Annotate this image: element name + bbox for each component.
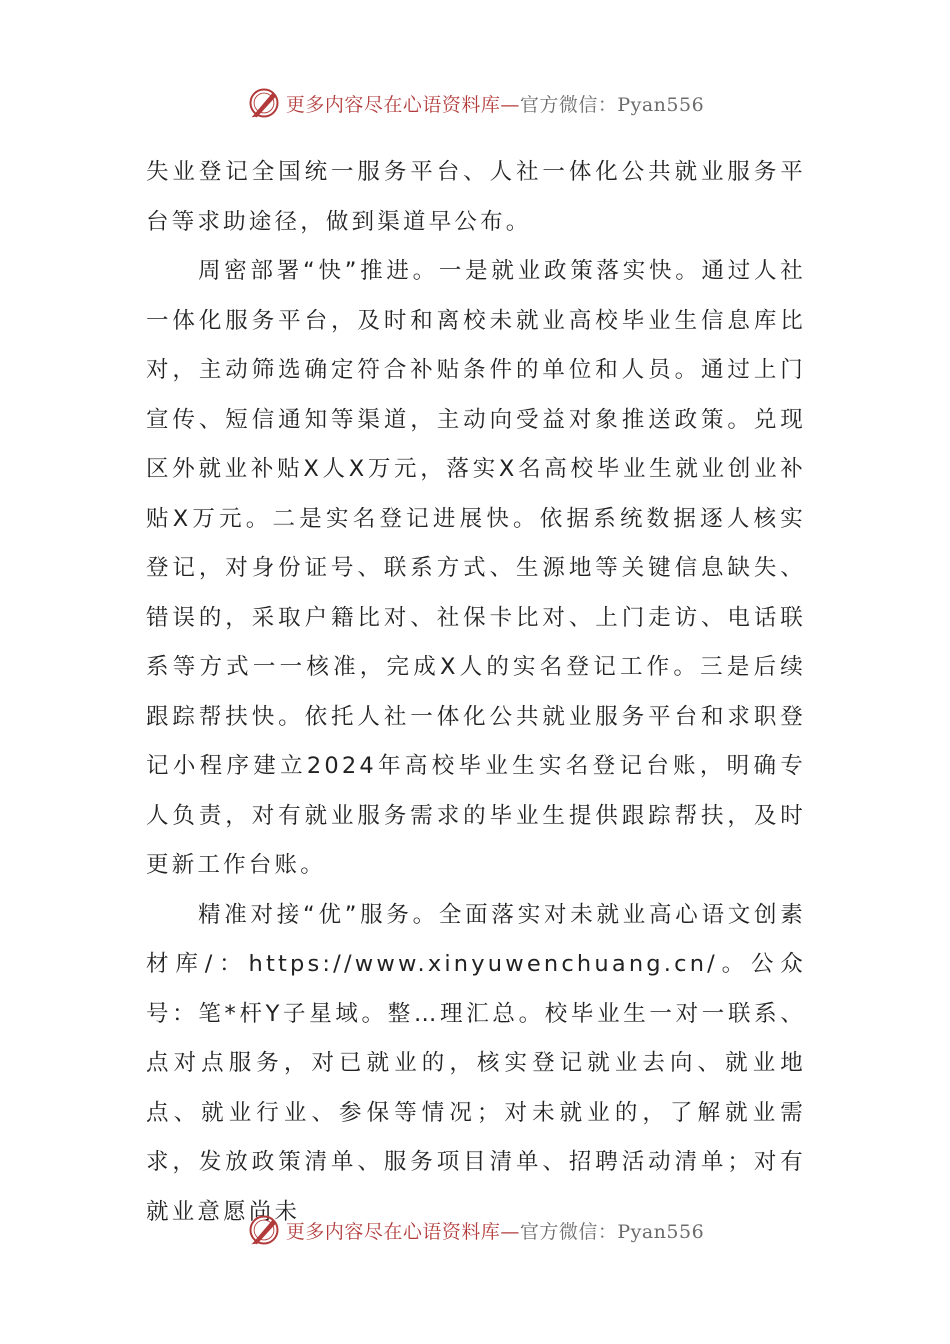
watermark-separator: — (500, 1220, 520, 1243)
paragraph-3: 精准对接“优”服务。全面落实对未就业高心语文创素材库/：https://www.xinyuwenchuang.cn/。公众号：笔*杆Y子星域。整…理汇总。校毕业生一对一联系、点对点服务，对已就业的，核实登记就业去向、就业地点、就业行业、参保等情况；对未就业的，了解就业需求，发放政策清单、服务项目清单、招聘活动清单；对有就业意愿尚未 (146, 901, 806, 1225)
watermark-brand: 更多内容尽在心语资料库 (285, 93, 501, 116)
footer-watermark (0, 1210, 950, 1250)
paragraph-1: 失业登记全国统一服务平台、人社一体化公共就业服务平台等求助途径，做到渠道早公布。 (146, 159, 806, 235)
paragraph-2: 周密部署“快”推进。一是就业政策落实快。通过人社一体化服务平台，及时和离校未就业高校毕业生信息库比对，主动筛选确定符合补贴条件的单位和人员。通过上门宣传、短信通知等渠道，主动向受益对象推送政策。兑现区外就业补贴X人X万元，落实X名高校毕业生就业创业补贴X万元。二是实名登记进展快。依据系统数据逐人核实登记，对身份证号、联系方式、生源地等关键信息缺失、错误的，采取户籍比对、社保卡比对、上门走访、电话联系等方式一一核准，完成X人的实名登记工作。三是后续跟踪帮扶快。依托人社一体化公共就业服务平台和求职登记小程序建立2024年高校毕业生实名登记台账，明确专人负责，对有就业服务需求的毕业生提供跟踪帮扶，及时更新工作台账。 (146, 258, 806, 878)
watermark-contact: 官方微信：Pyan556 (519, 93, 705, 116)
header-watermark (0, 83, 950, 123)
pen-seal-icon (246, 1212, 282, 1248)
watermark-text (286, 90, 704, 117)
watermark-separator: — (500, 93, 520, 116)
document-body (146, 148, 806, 1237)
watermark-contact: 官方微信：Pyan556 (519, 1220, 705, 1243)
watermark-brand: 更多内容尽在心语资料库 (285, 1220, 501, 1243)
pen-seal-icon (246, 85, 282, 121)
watermark-text (286, 1217, 704, 1244)
